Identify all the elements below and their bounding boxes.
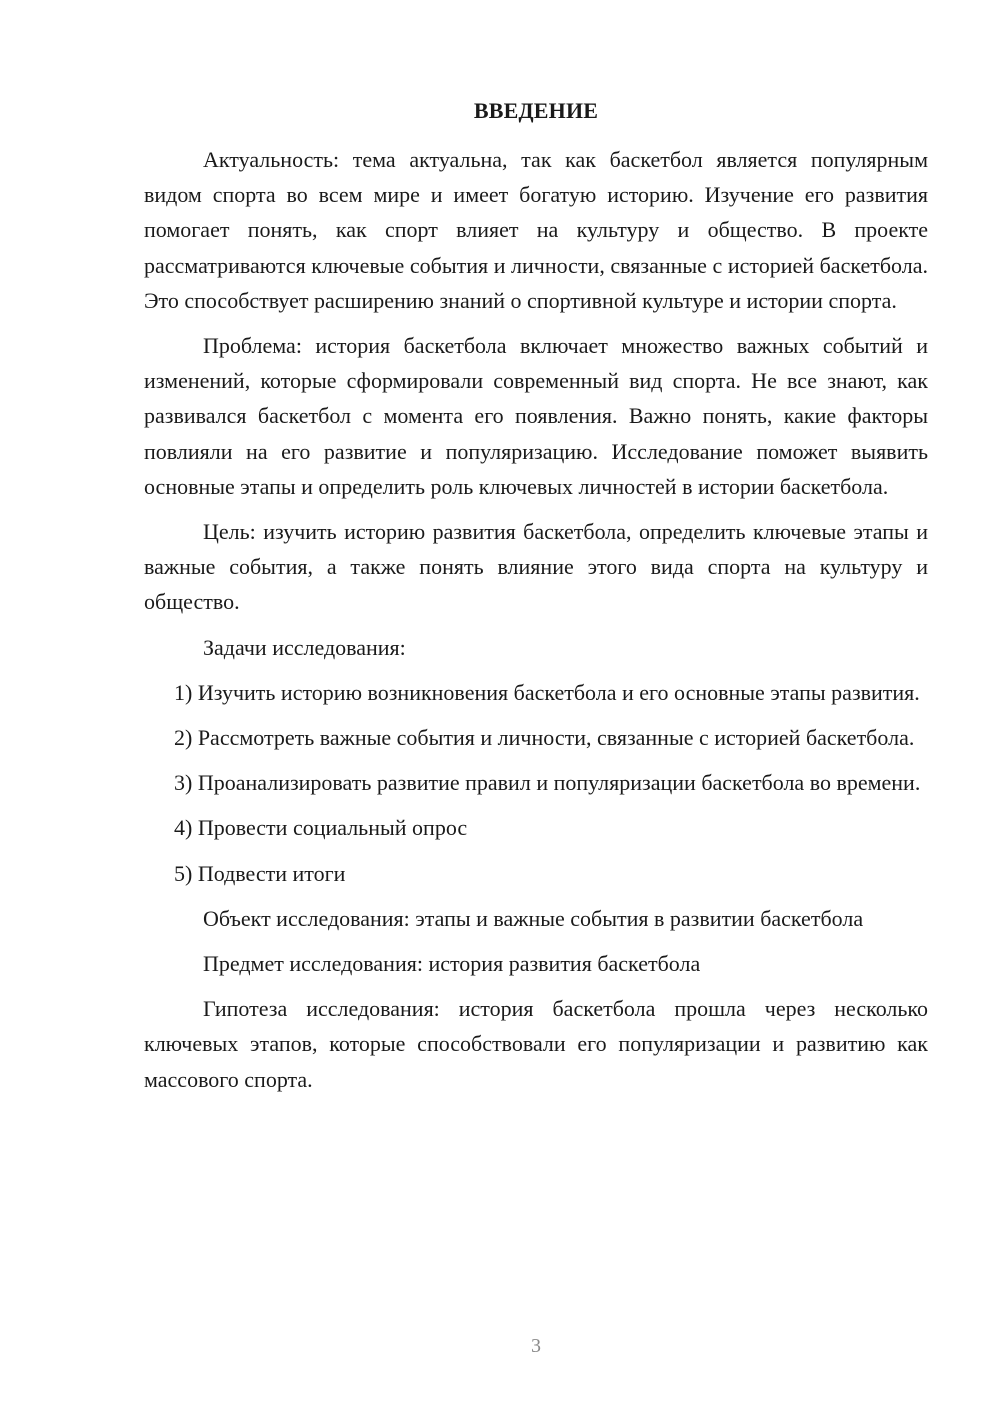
paragraph-problem: Проблема: история баскетбола включает множество важных событий и изменений, которые сформировали современный вид спорта. Не все знают, как развивался баскетбол с момента его появления. Важно понять, какие факторы повлияли на его развитие и популяризацию. Исследование поможет выявить основные этапы и определить роль ключевых личностей в истории баскетбола. — [144, 333, 928, 499]
paragraph-object: Объект исследования: этапы и важные события в развитии баскетбола — [203, 905, 864, 931]
paragraph-goal: Цель: изучить историю развития баскетбола, определить ключевые этапы и важные события, а также понять влияние этого вида спорта на культуру и общество. — [144, 519, 928, 615]
paragraph-subject: Предмет исследования: история развития баскетбола — [203, 951, 701, 977]
list-item: 3) Проанализировать развитие правил и популяризации баскетбола во времени. — [174, 770, 921, 796]
page-title: ВВЕДЕНИЕ — [473, 98, 599, 123]
page-number: 3 — [531, 1335, 541, 1357]
document-page — [144, 0, 928, 1414]
paragraph-relevance: Актуальность: тема актуальна, так как баскетбол является популярным видом спорта во всем мире и имеет богатую историю. Изучение его развития помогает понять, как спорт влияет на культуру и общество. В проекте рассматриваются ключевые события и личности, связанные с историей баскетбола. Это способствует расширению знаний о спортивной культуре и истории спорта. — [144, 147, 928, 313]
list-item: 4) Провести социальный опрос — [174, 815, 468, 841]
list-item: 2) Рассмотреть важные события и личности, связанные с историей баскетбола. — [174, 725, 915, 751]
paragraph-hypothesis: Гипотеза исследования: история баскетбола прошла через несколько ключевых этапов, которые способствовали его популяризации и развитию как массового спорта. — [144, 996, 928, 1092]
list-item: 5) Подвести итоги — [174, 860, 346, 886]
tasks-heading: Задачи исследования: — [203, 634, 406, 660]
tasks-list — [144, 675, 928, 891]
body-text — [144, 142, 928, 1097]
list-item: 1) Изучить историю возникновения баскетбола и его основные этапы развития. — [174, 679, 920, 705]
